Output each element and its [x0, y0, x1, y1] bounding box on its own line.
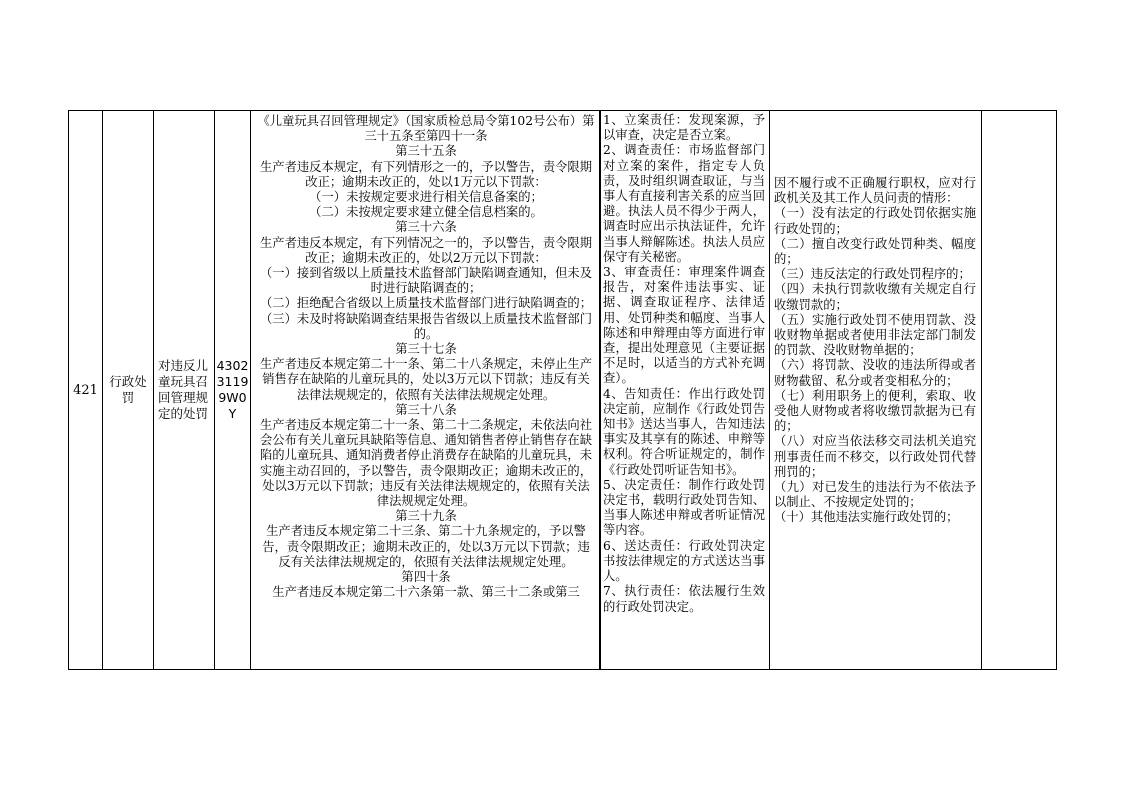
- responsibility-item: 1、立案责任：发现案源，予以审查，决定是否立案。: [603, 113, 765, 143]
- accountability-item: （八）对应当依法移交司法机关追究刑事责任而不移交，以行政处罚代替刑罚的；: [774, 434, 976, 479]
- responsibility-cell: [599, 111, 769, 669]
- basis-clause: （一）未按规定要求进行相关信息备案的；: [309, 190, 543, 205]
- basis-article-heading: 第三十五条: [395, 144, 457, 159]
- basis-clause: （一）接到省级以上质量技术监督部门缺陷调查通知，但未及时进行缺陷调查的；: [259, 266, 593, 296]
- basis-article-heading: 第三十六条: [395, 220, 457, 235]
- item-code-cell: [215, 111, 250, 669]
- accountability-item: 因不履行或不正确履行职权，应对行政机关及其工作人员问责的情形：: [774, 176, 976, 206]
- basis-paragraph: 《儿童玩具召回管理规定》（国家质检总局令第102号公布）第三十五条至第四十一条: [257, 114, 595, 144]
- accountability-item: （六）将罚款、没收的违法所得或者财物截留、私分或者变相私分的；: [774, 358, 976, 388]
- responsibility-item: 5、决定责任：制作行政处罚决定书，载明行政处罚告知、当事人陈述申辩或者听证情况等内容。: [603, 477, 765, 538]
- category-text: 行政处罚: [109, 374, 147, 405]
- responsibility-item: 4、告知责任：作出行政处罚决定前，应制作《行政处罚告知书》送达当事人，告知违法事实及其享有的陈述、申辩等权利。符合听证规定的，制作《行政处罚听证告知书》。: [603, 386, 765, 477]
- basis-paragraph: 生产者违反本规定第二十一条、第二十八条规定，未停止生产销售存在缺陷的儿童玩具的，处以3万元以下罚款；违反有关法律法规规定的，依照有关法律法规规定处理。: [259, 357, 593, 402]
- basis-paragraph: 生产者违反本规定第二十六条第一款、第三十二条或第三: [272, 585, 580, 600]
- sequence-number-cell: [69, 111, 102, 669]
- responsibility-item: 7、执行责任：依法履行生效的行政处罚决定。: [603, 584, 765, 614]
- accountability-item: （十）其他违法实施行政处罚的；: [774, 510, 959, 525]
- basis-article-heading: 第四十条: [401, 570, 451, 585]
- item-code-text: 43023119 9W0Y: [216, 358, 249, 421]
- power-list-table: [68, 110, 1057, 670]
- basis-clause: （三）未及时将缺陷调查结果报告省级以上质量技术监督部门的。: [259, 311, 593, 341]
- basis-paragraph: 生产者违反本规定，有下列情况之一的，予以警告，责令限期改正；逾期未改正的，处以2万元以下罚款：: [259, 235, 593, 265]
- accountability-cell: [769, 111, 981, 669]
- basis-clause: （二）未按规定要求建立健全信息档案的。: [309, 205, 543, 220]
- remark-cell: [982, 111, 1058, 669]
- accountability-item: （七）利用职务上的便利，索取、收受他人财物或者将收缴罚款据为已有的；: [774, 388, 976, 434]
- basis-article-heading: 第三十九条: [395, 509, 457, 524]
- item-name-cell: [154, 111, 214, 669]
- category-cell: [103, 111, 153, 669]
- responsibility-item: 2、调查责任：市场监督部门对立案的案件，指定专人负责，及时组织调查取证，与当事人有直接利害关系的应当回避。执法人员不得少于两人，调查时应出示执法证件，允许当事人辩解陈述。执法人员应保守有关秘密。: [603, 143, 765, 264]
- basis-paragraph: 生产者违反本规定，有下列情形之一的，予以警告，责令限期改正；逾期未改正的，处以1万元以下罚款：: [259, 159, 593, 189]
- basis-clause: （二）拒绝配合省级以上质量技术监督部门进行缺陷调查的；: [259, 296, 593, 311]
- basis-article-heading: 第三十七条: [395, 342, 457, 357]
- responsibility-item: 3、审查责任：审理案件调查报告，对案件违法事实、证据、调查取证程序、法律适用、处罚种类和幅度、当事人陈述和申辩理由等方面进行审查，提出处理意见（主要证据不足时，以适当的方式补充调查）。: [603, 265, 765, 386]
- accountability-item: （九）对已发生的违法行为不依法予以制止、不按规定处罚的；: [774, 480, 976, 510]
- accountability-item: （三）违反法定的行政处罚程序的；: [774, 267, 971, 282]
- basis-paragraph: 生产者违反本规定第二十一条、第二十二条规定，未依法向社会公布有关儿童玩具缺陷等信息、通知销售者停止销售存在缺陷的儿童玩具、通知消费者停止消费存在缺陷的儿童玩具，未实施主动召回的，予以警告，责令限期改正；逾期未改正的，处以3万元以下罚款；违反有关法律法规规定的，依照有关法律法规规定处理。: [259, 418, 593, 509]
- accountability-item: （一）没有法定的行政处罚依据实施行政处罚的；: [774, 206, 976, 236]
- accountability-item: （五）实施行政处罚不使用罚款、没收财物单据或者使用非法定部门制发的罚款、没收财物单据的；: [774, 312, 976, 358]
- item-name-text: 对违反儿童玩具召回管理规定的处罚: [158, 358, 209, 421]
- responsibility-item: 6、送达责任：行政处罚决定书按法律规定的方式送达当事人。: [603, 538, 765, 584]
- basis-paragraph: 生产者违反本规定第二十三条、第二十九条规定的，予以警告，责令限期改正；逾期未改正的，处以3万元以下罚款；违反有关法律法规规定的，依照有关法律法规规定处理。: [262, 524, 590, 569]
- accountability-item: （四）未执行罚款收缴有关规定自行收缴罚款的；: [774, 282, 976, 312]
- sequence-number: 421: [73, 382, 98, 398]
- accountability-item: （二）擅自改变行政处罚种类、幅度的；: [774, 236, 976, 267]
- basis-article-heading: 第三十八条: [395, 402, 457, 417]
- legal-basis-cell: [251, 111, 601, 669]
